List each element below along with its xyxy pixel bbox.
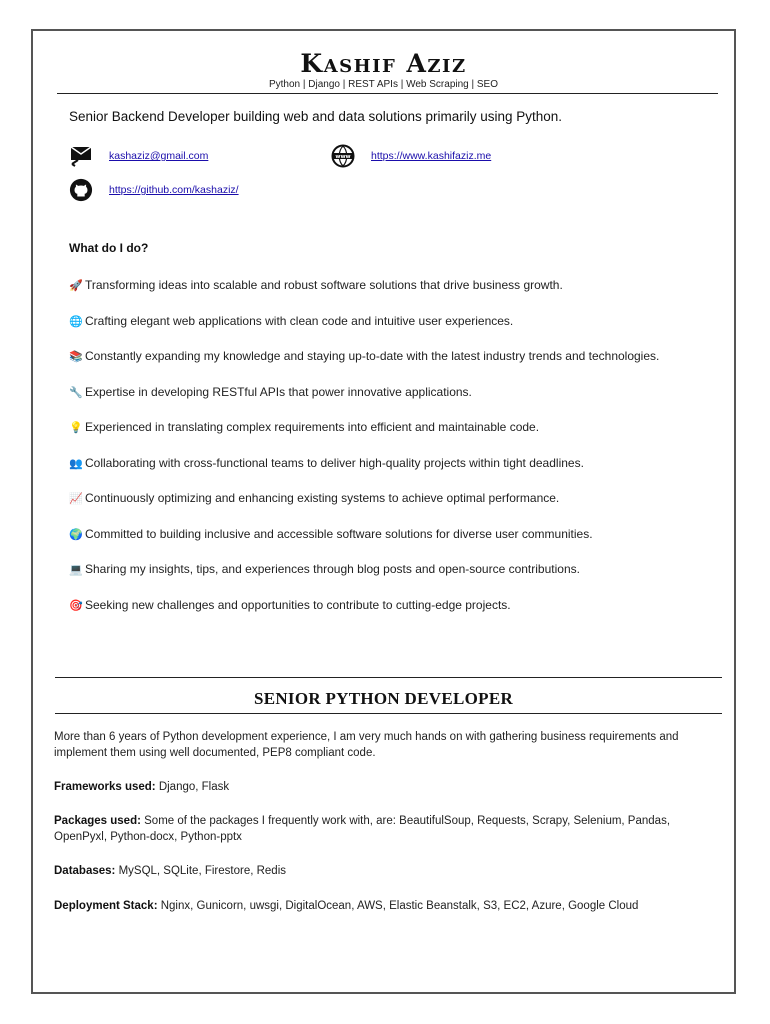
packages-line: [54, 813, 714, 845]
section-divider-top: [55, 677, 722, 678]
wrench-icon: 🔧: [69, 386, 83, 399]
header-divider: [57, 93, 718, 94]
candidate-name: Kashif Aziz: [300, 49, 467, 78]
databases-line: [54, 863, 714, 879]
www-globe-icon: [331, 144, 355, 168]
profile-headline: Senior Backend Developer building web and data solutions primarily using Python.: [69, 109, 563, 124]
rocket-icon: 🚀: [69, 280, 83, 292]
list-item: 🎯 Seeking new challenges and opportunities to contribute to cutting-edge projects.: [69, 596, 699, 615]
laptop-icon: 💻: [69, 564, 83, 576]
team-icon: 👥: [69, 457, 83, 470]
frameworks-line: [54, 779, 714, 795]
list-item: 🌍 Committed to building inclusive and accessible software solutions for diverse user communities.: [69, 525, 699, 544]
earth-icon: 🌍: [69, 528, 83, 541]
email-icon: [69, 144, 93, 168]
deployment-line: [54, 898, 714, 914]
databases-value: MySQL, SQLite, Firestore, Redis: [115, 865, 287, 877]
list-item: 🌐 Crafting elegant web applications with clean code and intuitive user experiences.: [69, 312, 699, 331]
contact-github: [69, 178, 239, 202]
databases-label: Databases:: [54, 865, 116, 877]
deployment-label: Deployment Stack:: [54, 900, 158, 912]
website-link[interactable]: https://www.kashifaziz.me: [371, 150, 492, 162]
frameworks-label: Frameworks used:: [54, 781, 156, 793]
contact-email: [69, 144, 208, 168]
what-i-do-heading: What do I do?: [69, 241, 149, 255]
email-link[interactable]: kashaziz@gmail.com: [109, 150, 209, 162]
svg-text:www: www: [335, 154, 351, 160]
github-link[interactable]: https://github.com/kashaziz/: [109, 184, 239, 196]
list-item: 👥 Collaborating with cross-functional teams to deliver high-quality projects within tight deadlines.: [69, 454, 699, 473]
deployment-value: Nginx, Gunicorn, uwsgi, DigitalOcean, AWS, Elastic Beanstalk, S3, EC2, Azure, Google Cloud: [157, 900, 639, 912]
packages-label: Packages used:: [54, 815, 141, 827]
target-icon: 🎯: [69, 599, 83, 612]
list-item: 📚 Constantly expanding my knowledge and staying up-to-date with the latest industry trends and technologies.: [69, 347, 699, 366]
skills-tagline: Python | Django | REST APIs | Web Scraping | SEO: [268, 79, 499, 90]
globe-icon: 🌐: [69, 315, 83, 328]
contact-website: [331, 144, 491, 168]
resume-page: [31, 29, 736, 994]
books-icon: 📚: [69, 351, 83, 363]
github-icon: [69, 178, 93, 202]
what-i-do-list: [69, 276, 699, 631]
role-description: More than 6 years of Python development experience, I am very much hands on with gathering business requirements and implement them using well documented, PEP8 compliant code.: [54, 731, 679, 759]
section-divider-bottom: [55, 713, 722, 714]
list-item: 🔧 Expertise in developing RESTful APIs that power innovative applications.: [69, 383, 699, 402]
list-item: 💡 Experienced in translating complex requirements into efficient and maintainable code.: [69, 418, 699, 437]
list-item: 🚀 Transforming ideas into scalable and robust software solutions that drive business growth.: [69, 276, 699, 295]
chart-up-icon: 📈: [69, 493, 83, 505]
lightbulb-icon: 💡: [69, 422, 83, 434]
packages-value: Some of the packages I frequently work with, are: BeautifulSoup, Requests, Scrapy, Selenium, Pandas, OpenPyxl, Python-docx, Python-pptx: [54, 815, 671, 843]
list-item: 📈 Continuously optimizing and enhancing existing systems to achieve optimal performance.: [69, 489, 699, 508]
frameworks-value: Django, Flask: [155, 781, 230, 793]
role-title: SENIOR PYTHON DEVELOPER: [253, 689, 514, 708]
list-item: 💻 Sharing my insights, tips, and experiences through blog posts and open-source contributions.: [69, 560, 699, 579]
